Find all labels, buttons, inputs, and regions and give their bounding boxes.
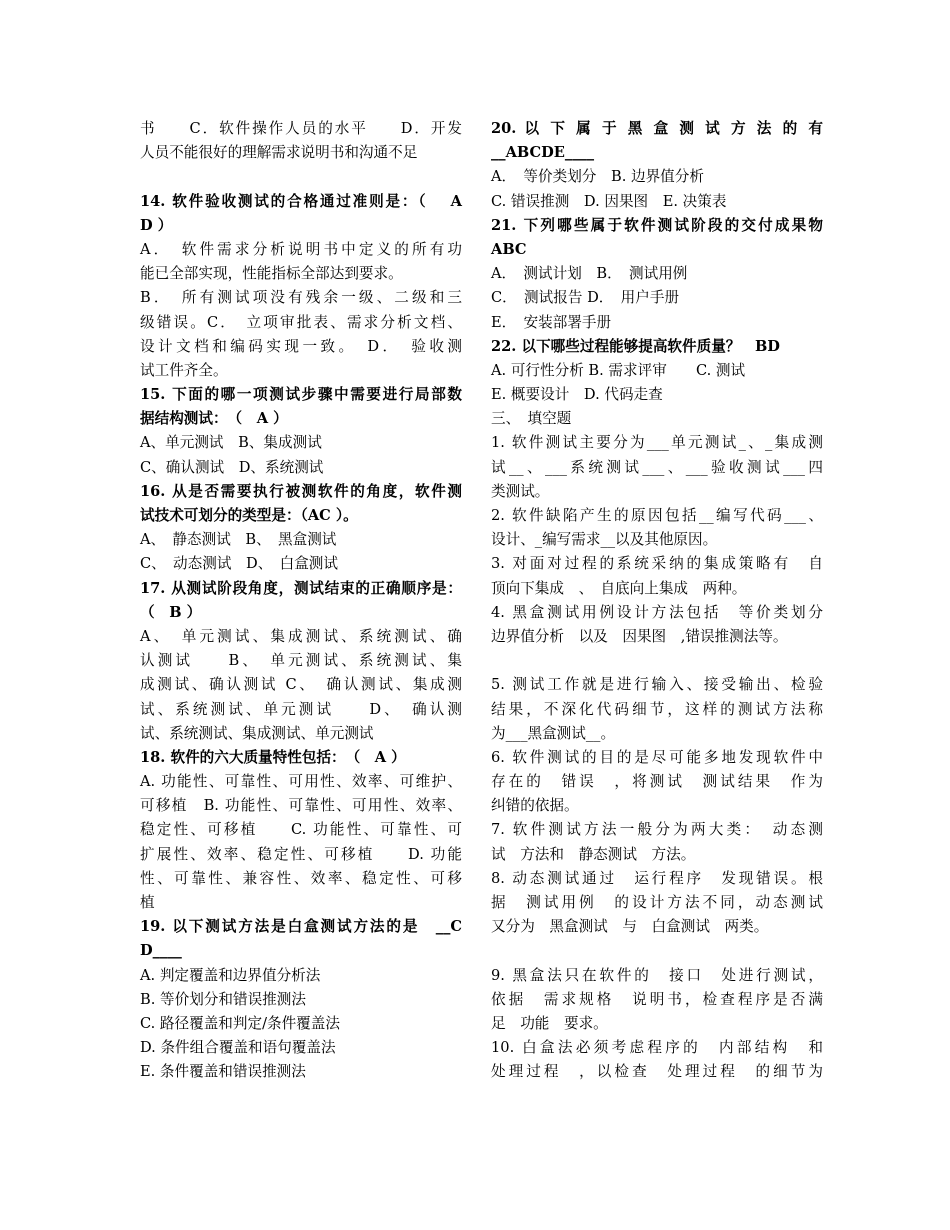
question-heading-line: 19. 以下测试方法是白盒测试方法的是 __C [140, 918, 462, 936]
text-line: 人员不能很好的理解需求说明书和沟通不足 [140, 144, 418, 162]
text-line: 能已全部实现，性能指标全部达到要求。 [140, 265, 403, 283]
text-line: C. 路径覆盖和判定/条件覆盖法 [140, 1014, 340, 1032]
question-heading-line: 22. 以下哪些过程能够提高软件质量？ BD [491, 337, 780, 355]
text-line: 2. 软件缺陷产生的原因包括__编写代码___、 [491, 507, 823, 524]
question-heading-line: 20. 以 下 属 于 黑 盒 测 试 方 法 的 有 [491, 120, 823, 137]
text-line: E. 概要设计 D. 代码走查 [491, 386, 663, 404]
text-line: 3. 对面对过程的系统采纳的集成策略有 自 [491, 555, 823, 573]
text-line: 类测试。 [491, 482, 550, 500]
text-line: 植 [140, 894, 155, 911]
blank-line [491, 649, 823, 673]
text-line: A． 等价类划分 B. 边界值分析 [491, 168, 704, 186]
text-line: C． 测试报告 D． 用户手册 [491, 289, 680, 307]
text-line: A、 静态测试 B、 黑盒测试 [140, 531, 337, 549]
blank-line [491, 939, 823, 963]
text-line: A. 判定覆盖和边界值分析法 [140, 966, 321, 984]
question-heading-line: 据结构测试： （ A ） [140, 410, 288, 428]
text-line: A、单元测试 B、集成测试 [140, 434, 322, 452]
text-line: 性、可靠性、兼容性、效率、稳定性、可移 [140, 869, 462, 887]
text-line: 试、系统测试、集成测试、单元测试 [140, 724, 374, 742]
text-line: 认测试 B、 单元测试、系统测试、集 [140, 652, 462, 670]
text-line: 8. 动态测试通过 运行程序 发现错误。根 [491, 869, 823, 887]
text-line: 据 测试用例 的设计方法不同，动态测试 [491, 894, 823, 911]
text-line: 为___黑盒测试__。 [491, 724, 616, 742]
text-line: 稳定性、可移植 C. 功能性、可靠性、可 [140, 821, 462, 839]
text-line: D. 条件组合覆盖和语句覆盖法 [140, 1039, 336, 1057]
question-heading-line: 15. 下面的哪一项测试步骤中需要进行局部数 [140, 386, 462, 404]
text-line: 足 功能 要求。 [491, 1014, 608, 1032]
text-line: 10. 白盒法必须考虑程序的 内部结构 和 [491, 1039, 823, 1057]
text-line: A． 测试计划 B． 测试用例 [491, 265, 688, 283]
text-line: 扩展性、效率、稳定性、可移植 D. 功能 [140, 845, 462, 863]
question-heading-line: 16. 从是否需要执行被测软件的角度，软件测 [140, 482, 462, 500]
text-line: 设计、_编写需求__以及其他原因。 [491, 531, 718, 549]
text-line: 成测试、确认测试 C、 确认测试、集成测 [140, 676, 462, 694]
blank-line [140, 165, 462, 189]
text-line: 9. 黑盒法只在软件的 接口 处进行测试， [491, 966, 823, 984]
text-line: 三、 填空题 [491, 410, 572, 428]
text-line: 依据 需求规格 说明书，检查程序是否满 [491, 990, 823, 1008]
text-line: B. 等价划分和错误推测法 [140, 990, 306, 1008]
left-column [140, 117, 462, 1085]
right-column [491, 117, 823, 1085]
text-line: 设计文档和编码实现一致。 D． 验收测 [140, 337, 462, 355]
text-line: E. 条件覆盖和错误推测法 [140, 1063, 306, 1081]
text-line: 顶向下集成 、 自底向上集成 两种。 [491, 579, 747, 597]
text-line: 处理过程 ，以检查 处理过程 的细节为 [491, 1063, 823, 1081]
text-line: C、 动态测试 D、 白盒测试 [140, 555, 338, 573]
text-line: 可移植 B. 功能性、可靠性、可用性、效率、 [140, 797, 462, 815]
text-line: C. 错误推测 D. 因果图 E. 决策表 [491, 192, 727, 210]
text-line: 试 方法和 静态测试 方法。 [491, 845, 696, 863]
text-line: 4. 黑盒测试用例设计方法包括 等价类划分 [491, 603, 823, 621]
text-line: C、确认测试 D、系统测试 [140, 458, 324, 476]
text-line: A. 可行性分析 B. 需求评审 C. 测试 [491, 361, 746, 379]
question-heading-line: 18. 软件的六大质量特性包括： （ A ） [140, 748, 406, 766]
text-line: 1. 软件测试主要分为___单元测试_、_集成测 [491, 434, 823, 452]
text-line: E． 安装部署手册 [491, 313, 612, 331]
text-line: 6. 软件测试的目的是尽可能多地发现软件中 [491, 748, 823, 766]
question-heading-line: 17. 从测试阶段角度，测试结束的正确顺序是： [140, 579, 462, 597]
text-line: 又分为 黑盒测试 与 白盒测试 两类。 [491, 918, 769, 936]
text-line: 7. 软件测试方法一般分为两大类： 动态测 [491, 821, 823, 839]
text-line: A． 软件需求分析说明书中定义的所有功 [140, 240, 462, 258]
question-heading-line: ABC [491, 240, 527, 258]
text-line: 结果，不深化代码细节，这样的测试方法称 [491, 700, 823, 718]
text-line: 试、系统测试、单元测试 D、 确认测 [140, 700, 462, 718]
question-heading-line: D ） [140, 216, 173, 234]
text-line: 5. 测试工作就是进行输入、接受输出、检验 [491, 676, 823, 694]
text-line: 试工件齐全。 [140, 361, 228, 379]
question-heading-line: D____ [140, 942, 182, 960]
text-line: 书 C．软件操作人员的水平 D．开发 [140, 120, 462, 137]
text-line: 边界值分析 以及 因果图 ,错误推测法等。 [491, 627, 788, 645]
question-heading-line: 21. 下列哪些属于软件测试阶段的交付成果物 [491, 216, 823, 234]
text-line: 存在的 错误 ，将测试 测试结果 作为 [491, 773, 823, 791]
question-heading-line: __ABCDE____ [491, 144, 595, 162]
question-heading-line: 试技术可划分的类型是：（AC ）。 [140, 507, 358, 524]
text-line: A. 功能性、可靠性、可用性、效率、可维护、 [140, 773, 462, 791]
question-heading-line: （ B ） [140, 603, 202, 621]
text-line: 试__、___系统测试___、___验收测试___四 [491, 458, 823, 476]
text-line: 级错误。C． 立项审批表、需求分析文档、 [140, 313, 462, 331]
text-line: A、 单元测试、集成测试、系统测试、确 [140, 627, 462, 645]
text-line: B． 所有测试项没有残余一级、二级和三 [140, 289, 462, 307]
text-line: 纠错的依据。 [491, 797, 579, 815]
question-heading-line: 14. 软件验收测试的合格通过准则是：（ A [140, 192, 462, 210]
